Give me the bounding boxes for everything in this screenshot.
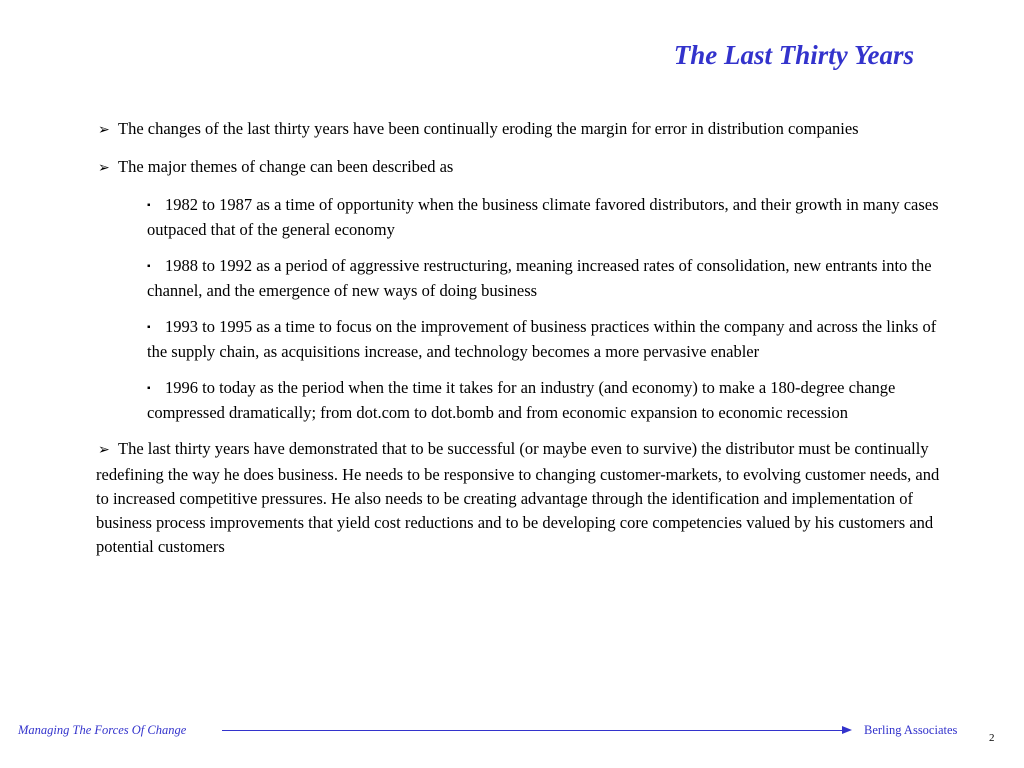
slide-content xyxy=(96,117,941,571)
page-number: 2 xyxy=(989,732,995,744)
footer-divider xyxy=(222,730,844,731)
footer-arrow-icon xyxy=(842,726,852,734)
arrow-bullet-icon: ➢ xyxy=(98,161,110,176)
square-bullet-icon: ▪ xyxy=(147,261,151,272)
slide-title: The Last Thirty Years xyxy=(673,40,914,70)
sub-bullet-item xyxy=(147,193,941,242)
bullet-text: The major themes of change can been described as xyxy=(118,157,454,176)
arrow-bullet-icon: ➢ xyxy=(98,443,110,458)
sub-bullet-item xyxy=(147,315,941,364)
bullet-item xyxy=(96,117,941,143)
sub-bullet-text: 1996 to today as the period when the time it takes for an industry (and economy) to make a 180-degree change compressed dramatically; from dot.com to dot.bomb and from economic expansion to economic recession xyxy=(147,378,896,422)
footer-title: Managing The Forces Of Change xyxy=(18,723,187,737)
bullet-text: The changes of the last thirty years have been continually eroding the margin for error in distribution companies xyxy=(118,119,859,138)
square-bullet-icon: ▪ xyxy=(147,200,151,211)
sub-bullet-item xyxy=(147,376,941,425)
footer-company: Berling Associates xyxy=(864,723,958,737)
square-bullet-icon: ▪ xyxy=(147,322,151,333)
sub-bullet-item xyxy=(147,254,941,303)
sub-bullet-text: 1982 to 1987 as a time of opportunity when the business climate favored distributors, and their growth in many cases outpaced that of the general economy xyxy=(147,195,939,239)
bullet-text: The last thirty years have demonstrated that to be successful (or maybe even to survive) the distributor must be continually redefining the way he does business. He needs to be responsive to changing customer-markets, to evolving customer needs, and to increased competitive pressures. He also needs to be creating advantage through the identification and implementation of business process improvements that yield cost reductions and to be developing core competencies valued by his customers and potential customers xyxy=(96,439,940,556)
square-bullet-icon: ▪ xyxy=(147,383,151,394)
bullet-item xyxy=(96,437,941,559)
arrow-bullet-icon: ➢ xyxy=(98,123,110,138)
bullet-item xyxy=(96,155,941,181)
sub-bullet-text: 1993 to 1995 as a time to focus on the improvement of business practices within the company and across the links of the supply chain, as acquisitions increase, and technology becomes a more pervasive enabler xyxy=(147,317,937,361)
sub-bullet-text: 1988 to 1992 as a period of aggressive restructuring, meaning increased rates of consolidation, new entrants into the channel, and the emergence of new ways of doing business xyxy=(147,256,932,300)
